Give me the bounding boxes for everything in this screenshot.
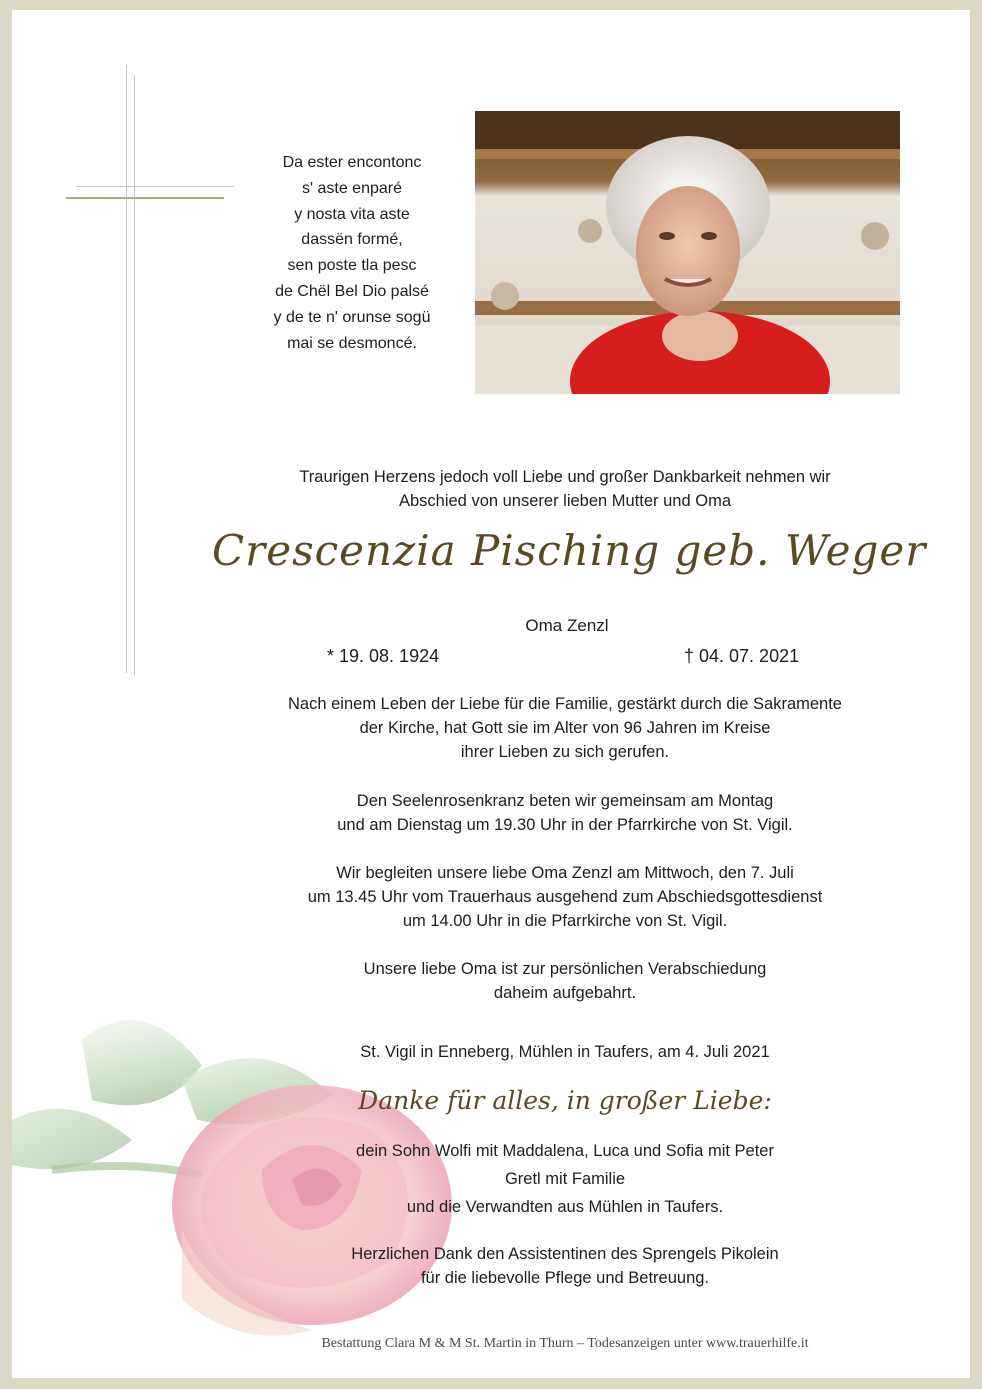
paragraph-line: ihrer Lieben zu sich gerufen. bbox=[460, 743, 670, 761]
paragraph-rosary bbox=[212, 789, 918, 837]
acknowledgement bbox=[212, 1242, 918, 1290]
place-date-line: St. Vigil in Enneberg, Mühlen in Taufers, am 4. Juli 2021 bbox=[360, 1043, 770, 1061]
family-list bbox=[212, 1137, 918, 1221]
poem-line: y de te n' orunse sogü bbox=[273, 308, 431, 326]
poem-line: y nosta vita aste bbox=[294, 205, 410, 223]
cross-horizontal-line bbox=[66, 197, 224, 199]
paragraph-line: Wir begleiten unsere liebe Oma Zenzl am Mittwoch, den 7. Juli bbox=[336, 864, 794, 882]
paragraph-line: Unsere liebe Oma ist zur persönlichen Verabschiedung bbox=[363, 960, 767, 978]
paragraph-funeral bbox=[212, 861, 918, 933]
paragraph-line: um 13.45 Uhr vom Trauerhaus ausgehend zum Abschiedsgottesdienst bbox=[307, 888, 823, 906]
poem-line: de Chël Bel Dio palsé bbox=[275, 282, 429, 300]
intro-text bbox=[212, 465, 918, 513]
birth-date: * 19. 08. 1924 bbox=[327, 646, 440, 666]
paragraph-line: um 14.00 Uhr in die Pfarrkirche von St. Vigil. bbox=[402, 912, 728, 930]
paragraph-line: daheim aufgebahrt. bbox=[493, 984, 637, 1002]
death-date: † 04. 07. 2021 bbox=[684, 646, 800, 666]
family-line: und die Verwandten aus Mühlen in Taufers. bbox=[406, 1198, 724, 1216]
thanks-title: Danke für alles, in großer Liebe: bbox=[358, 1086, 772, 1115]
paragraph-line: Nach einem Leben der Liebe für die Familie, gestärkt durch die Sakramente bbox=[288, 695, 842, 713]
paragraph-line: Den Seelenrosenkranz beten wir gemeinsam am Montag bbox=[356, 792, 774, 810]
intro-line: Abschied von unserer lieben Mutter und Oma bbox=[398, 492, 731, 510]
cross-horizontal-line bbox=[76, 186, 234, 187]
paragraph-line: der Kirche, hat Gott sie im Alter von 96 Jahren im Kreise bbox=[359, 719, 771, 737]
deceased-name: Crescenzia Pisching geb. Weger bbox=[212, 526, 927, 575]
paragraph-laid-out bbox=[212, 957, 918, 1005]
poem bbox=[232, 150, 472, 356]
paragraph-line: und am Dienstag um 19.30 Uhr in der Pfarrkirche von St. Vigil. bbox=[337, 816, 793, 834]
footer-undertaker: Bestattung Clara M & M St. Martin in Thurn – Todesanzeigen unter www.trauerhilfe.it bbox=[321, 1336, 809, 1351]
portrait-photo bbox=[475, 111, 900, 394]
poem-line: dassën formé, bbox=[301, 231, 403, 249]
acknowledgement-line: für die liebevolle Pflege und Betreuung. bbox=[420, 1269, 710, 1287]
cross-vertical-line bbox=[126, 65, 127, 673]
poem-line: sen poste tla pesc bbox=[287, 257, 417, 275]
poem-line: s' aste enparé bbox=[301, 179, 402, 197]
deceased-nickname: Oma Zenzl bbox=[525, 616, 609, 635]
poem-line: Da ester encontonc bbox=[282, 154, 422, 171]
place-date bbox=[212, 1040, 918, 1064]
family-line: Gretl mit Familie bbox=[504, 1170, 626, 1188]
acknowledgement-line: Herzlichen Dank den Assistentinen des Sprengels Pikolein bbox=[351, 1245, 779, 1263]
obituary-card bbox=[12, 10, 970, 1378]
paragraph-passing bbox=[212, 692, 918, 764]
poem-line: mai se desmoncé. bbox=[287, 334, 417, 352]
family-line: dein Sohn Wolfi mit Maddalena, Luca und Sofia mit Peter bbox=[356, 1142, 774, 1160]
cross-vertical-line bbox=[134, 75, 135, 675]
intro-line: Traurigen Herzens jedoch voll Liebe und großer Dankbarkeit nehmen wir bbox=[299, 468, 831, 486]
